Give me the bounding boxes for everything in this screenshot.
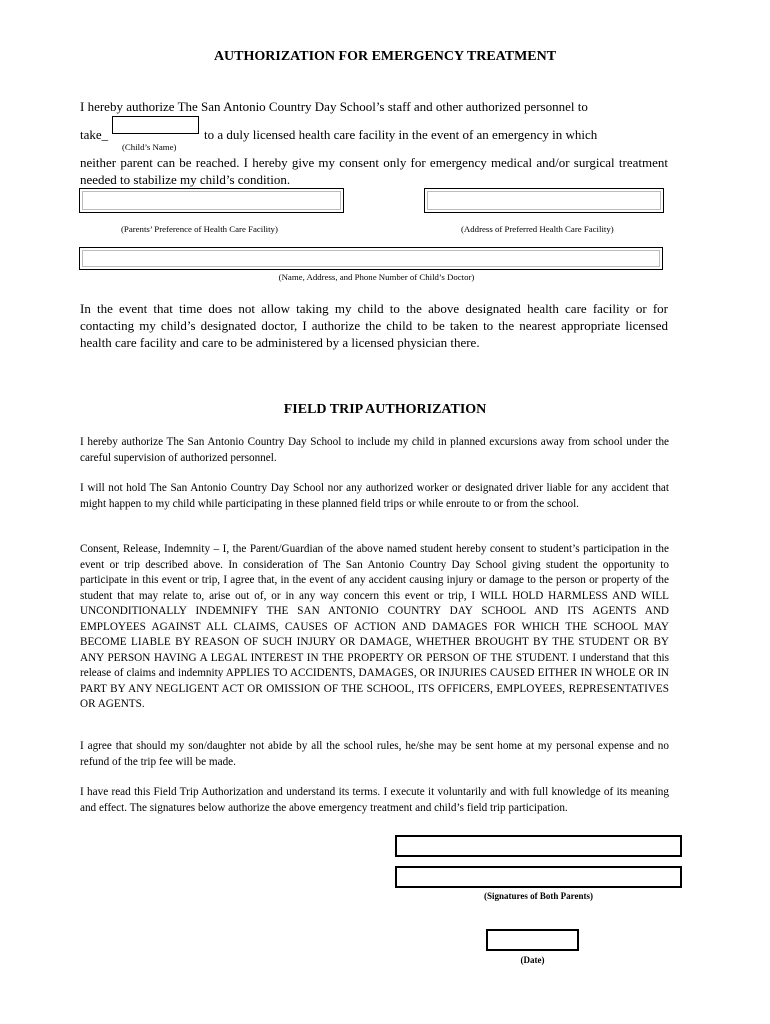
signatures-caption: (Signatures of Both Parents) xyxy=(484,891,593,901)
facility-preference-inner xyxy=(82,191,341,210)
facility-preference-value xyxy=(80,193,84,205)
child-name-caption: (Child’s Name) xyxy=(122,142,177,152)
field-trip-para-4: I agree that should my son/daughter not abide by all the school rules, he/she may be sent home at my personal expense and no refund of the trip fee will be made. xyxy=(80,740,669,768)
signature-1-value xyxy=(397,841,400,853)
facility-address-caption: (Address of Preferred Health Care Facility) xyxy=(461,224,614,234)
date-field[interactable] xyxy=(486,929,579,951)
doctor-caption: (Name, Address, and Phone Number of Child’s Doctor) xyxy=(278,272,475,282)
facility-address-inner xyxy=(427,191,661,210)
field-trip-para-2: I will not hold The San Antonio Country Day School nor any authorized worker or designated driver liable for any accident that might happen to my child while participating in these planned field trips or while enroute to or from the school. xyxy=(80,482,669,510)
signature-2-value xyxy=(397,872,400,884)
take-label: take_ xyxy=(80,127,109,142)
field-trip-title: FIELD TRIP AUTHORIZATION xyxy=(283,402,487,417)
authorize-line-2: to a duly licensed health care facility in the event of an emergency in which xyxy=(204,127,598,142)
facility-preference-field[interactable] xyxy=(79,188,344,213)
authorize-line-1: I hereby authorize The San Antonio Country Day School’s staff and other authorized personnel to xyxy=(80,99,588,114)
child-name-field[interactable] xyxy=(112,116,199,134)
facility-address-value xyxy=(425,193,429,205)
alternate-care-paragraph: In the event that time does not allow taking my child to the above designated health care facility or for contacting my child’s designated doctor, I authorize the child to be taken to the nearest appropriate licensed health care facility and care to be administered by a licensed physician there. xyxy=(80,301,668,350)
field-trip-para-5: I have read this Field Trip Authorization and understand its terms. I execute it voluntarily and with full knowledge of its meaning and effect. The signatures below authorize the above emergency treatment and child’s field trip participation. xyxy=(80,786,669,814)
doctor-info-inner xyxy=(82,250,660,267)
child-name-value xyxy=(113,121,116,133)
field-trip-para-3: Consent, Release, Indemnity – I, the Parent/Guardian of the above named student hereby consent to student’s participation in the event or trip described above. In consideration of The San Antonio Country Day School giving student the opportunity to participate in this event or trip, I agree that, in the event of any accident causing injury or damage to the person or property of the student that may relate to, arise out of, or in any way concern this event or trip, I WILL HOLD HARMLESS AND WILL UNCONDITIONALLY INDEMNIFY THE SAN ANTONIO COUNTRY DAY SCHOOL AND ITS AGENTS AND EMPLOYEES AGAINST ALL CLAIMS, CAUSES OF ACTION AND DAMAGES FOR WHICH THE SCHOOL MAY BECOME LIABLE BY REASON OF SUCH INJURY OR DAMAGE, WHETHER BROUGHT BY THE STUDENT OR BY ANY PERSON HAVING A LEGAL INTEREST IN THE PROPERTY OR PERSON OF THE STUDENT. I understand that this release of claims and indemnity APPLIES TO ACCIDENTS, DAMAGES, OR INJURIES CAUSED EITHER IN WHOLE OR IN PART BY ANY NEGLIGENT ACT OR OMISSION OF THE SCHOOL, ITS OFFICERS, EMPLOYEES, REPRESENTATIVES OR AGENTS. xyxy=(80,543,669,710)
parent-signature-1-field[interactable] xyxy=(395,835,682,857)
consent-paragraph: neither parent can be reached. I hereby give my consent only for emergency medical and/or surgical treatment needed to stabilize my child’s condition. xyxy=(80,155,668,187)
parent-signature-2-field[interactable] xyxy=(395,866,682,888)
doctor-info-value xyxy=(80,252,84,264)
facility-address-field[interactable] xyxy=(424,188,664,213)
doctor-info-field[interactable] xyxy=(79,247,663,270)
date-value xyxy=(488,935,491,947)
field-trip-para-1: I hereby authorize The San Antonio Country Day School to include my child in planned excursions away from school under the careful supervision of authorized personnel. xyxy=(80,436,669,464)
emergency-title: AUTHORIZATION FOR EMERGENCY TREATMENT xyxy=(213,49,557,64)
facility-preference-caption: (Parents’ Preference of Health Care Facility) xyxy=(121,224,278,234)
date-caption: (Date) xyxy=(520,955,545,965)
